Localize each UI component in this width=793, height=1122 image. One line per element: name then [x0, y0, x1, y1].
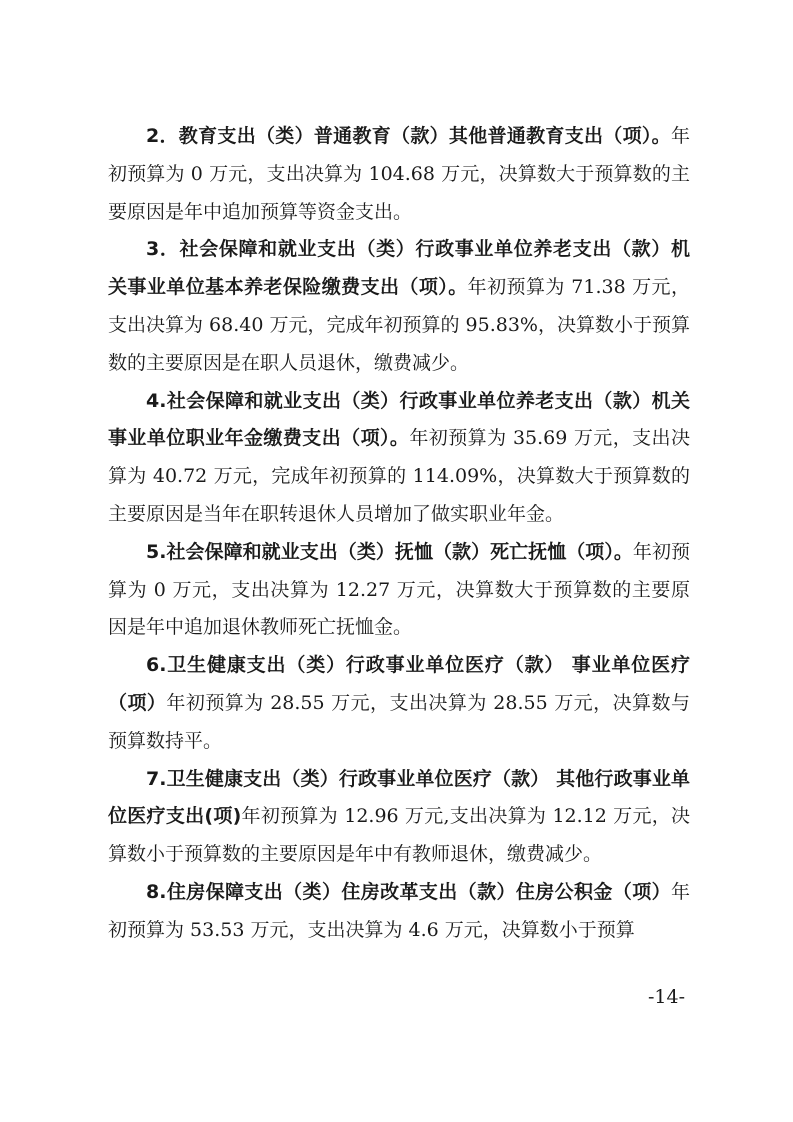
paragraph-heading: 3．社会保障和就业支出（类）行政事业单位养老支出（款）机关事业单位基本养老保险缴费支出（项）。 — [108, 238, 690, 299]
page-number: -14- — [647, 986, 685, 1008]
paragraph-body: 年初预算为 53.53 万元，支出决算为 4.6 万元，决算数小于预算 — [108, 880, 690, 941]
paragraph-item-5 — [108, 534, 690, 647]
paragraph-item-6 — [108, 647, 690, 760]
paragraph-body: 年初预算为 35.69 万元，支出决算为 40.72 万元，完成年初预算的 114.09%，决算数大于预算数的主要原因是当年在职转退休人员增加了做实职业年金。 — [108, 427, 690, 525]
paragraph-heading: 5.社会保障和就业支出（类）抚恤（款）死亡抚恤（项）。 — [146, 540, 633, 563]
paragraph-heading: 4.社会保障和就业支出（类）行政事业单位养老支出（款）机关事业单位职业年金缴费支出（项）。 — [108, 389, 690, 450]
paragraph-heading: 2．教育支出（类）普通教育（款）其他普通教育支出（项）。 — [146, 125, 671, 147]
paragraph-item-2 — [108, 118, 690, 231]
paragraph-heading: 8.住房保障支出（类）住房改革支出（款）住房公积金（项） — [146, 880, 671, 903]
paragraph-heading: 6.卫生健康支出（类）行政事业单位医疗（款） 事业单位医疗（项） — [108, 654, 690, 714]
paragraph-body: 年初预算为 28.55 万元，支出决算为 28.55 万元，决算数与预算数持平。 — [108, 691, 690, 752]
paragraph-body: 年初预算为 0 万元，支出决算为 12.27 万元，决算数大于预算数的主要原因是年中追加退休教师死亡抚恤金。 — [108, 540, 690, 639]
paragraph-body: 年初预算为 71.38 万元，支出决算为 68.40 万元，完成年初预算的 95.83%，决算数小于预算数的主要原因是在职人员退休，缴费减少。 — [108, 276, 690, 374]
paragraph-body: 年初预算为 12.96 万元,支出决算为 12.12 万元，决算数小于预算数的主要原因是年中有教师退休，缴费减少。 — [108, 805, 690, 866]
document-body — [108, 118, 690, 950]
paragraph-item-8 — [108, 874, 690, 950]
paragraph-item-7 — [108, 761, 690, 874]
paragraph-item-3 — [108, 231, 690, 382]
paragraph-item-4 — [108, 383, 690, 534]
paragraph-body: 年初预算为 0 万元，支出决算为 104.68 万元，决算数大于预算数的主要原因是年中追加预算等资金支出。 — [108, 125, 690, 223]
paragraph-heading: 7.卫生健康支出（类）行政事业单位医疗（款） 其他行政事业单位医疗支出(项) — [108, 767, 690, 828]
